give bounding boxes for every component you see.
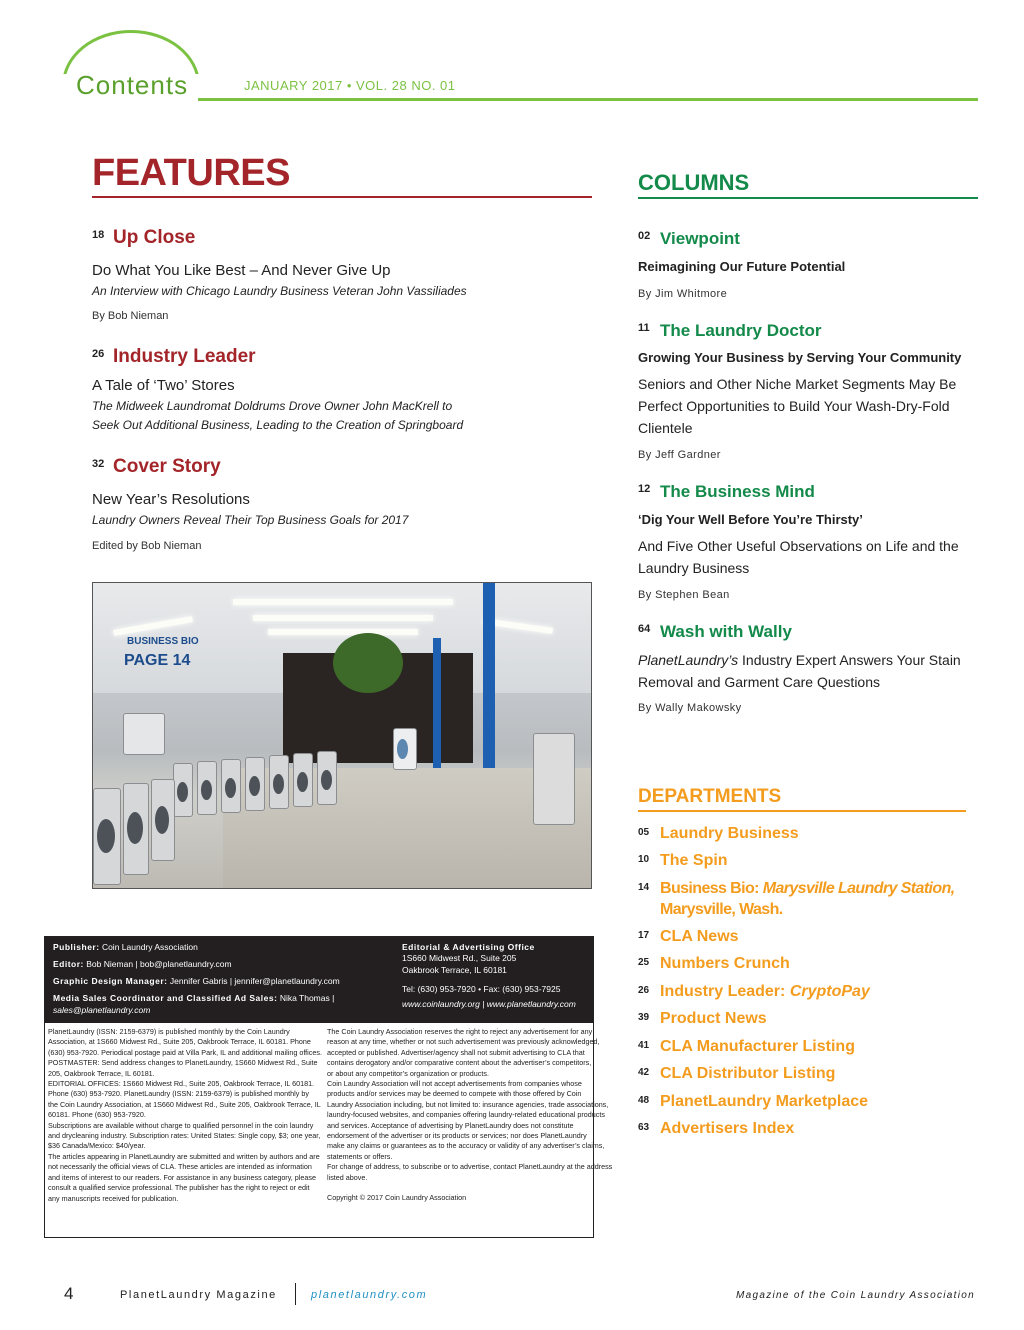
department-title-italic: Marysville Laundry Station, bbox=[762, 880, 955, 897]
feature-subdeck: Seek Out Additional Business, Leading to the Creation of Springboard bbox=[92, 418, 464, 432]
fine-print-line: (630) 953-7920. Periodical postage paid at Villa Park, IL and additional mailing offices. bbox=[48, 1047, 322, 1057]
department-title[interactable]: Product News bbox=[660, 1010, 767, 1027]
column-deck bbox=[638, 649, 983, 693]
issue-info: JANUARY 2017 • VOL. 28 NO. 01 bbox=[244, 78, 456, 93]
fine-print-line: reason at any time, whether or not such advertisement was previously acknowledged, bbox=[327, 1037, 600, 1047]
department-title[interactable] bbox=[660, 880, 955, 898]
column-title[interactable]: Wash with Wally bbox=[660, 622, 792, 641]
departments-heading: DEPARTMENTS bbox=[638, 786, 782, 807]
page-number: 39 bbox=[638, 1012, 650, 1023]
feature-subdeck: An Interview with Chicago Laundry Business Veteran John Vassiliades bbox=[92, 284, 467, 298]
column-deck: And Five Other Useful Observations on Life and the Laundry Business bbox=[638, 538, 959, 576]
publisher-line: Publisher: Coin Laundry Association bbox=[53, 942, 198, 952]
fine-print-line: The articles appearing in PlanetLaundry are submitted and written by authors and are bbox=[48, 1151, 320, 1161]
feature-title[interactable]: Industry Leader bbox=[113, 346, 256, 367]
laundromat-photo bbox=[92, 582, 592, 889]
feature-subdeck: Laundry Owners Reveal Their Top Business Goals for 2017 bbox=[92, 513, 409, 527]
fine-print-line: $36 Canada/Mexico: $40/year. bbox=[48, 1141, 146, 1151]
fine-print-line: Association, at 1S660 Midwest Rd., Suite 205, Oakbrook Terrace, IL 60181. Phone bbox=[48, 1037, 311, 1047]
fine-print-line: products and/or services may be deemed to compete with those offered by Coin bbox=[327, 1089, 582, 1099]
office-address-1: 1S660 Midwest Rd., Suite 205 bbox=[402, 953, 517, 963]
page-number: 11 bbox=[638, 322, 650, 334]
fine-print-line: not necessarily the official views of CLA. These articles are intended as information bbox=[48, 1162, 312, 1172]
masthead-box bbox=[44, 936, 613, 1238]
fine-print-line: Phone (630) 953-7920. PlanetLaundry (ISSN: 2159-6379) is published monthly by bbox=[48, 1089, 309, 1099]
fine-print-line: PlanetLaundry (ISSN: 2159-6379) is published monthly by the Coin Laundry bbox=[48, 1027, 290, 1036]
column-byline: By Wally Makowsky bbox=[638, 702, 742, 714]
feature-byline: By Bob Nieman bbox=[92, 310, 169, 322]
fine-print-line: the Coin Laundry Association, at 1S660 Midwest Rd., Suite 205, Oakbrook Terrace, IL bbox=[48, 1099, 321, 1109]
office-phone: Tel: (630) 953-7920 • Fax: (630) 953-7925 bbox=[402, 984, 561, 994]
department-title[interactable]: Advertisers Index bbox=[660, 1120, 795, 1137]
page-number: 32 bbox=[92, 458, 105, 470]
page-number: 26 bbox=[92, 348, 105, 360]
fine-print-line: Subscriptions are available without charge to qualified personnel in the coin laundry bbox=[48, 1120, 314, 1130]
footer-url[interactable]: planetlaundry.com bbox=[311, 1289, 428, 1301]
department-title[interactable]: CLA Distributor Listing bbox=[660, 1065, 836, 1082]
column-title[interactable]: The Laundry Doctor bbox=[660, 321, 822, 340]
magazine-name: PlanetLaundry Magazine bbox=[120, 1289, 277, 1301]
fine-print-line: and services. Acceptance of advertising by PlanetLaundry does not constitute bbox=[327, 1120, 574, 1130]
departments-rule bbox=[638, 810, 966, 812]
fine-print-line: consult a qualified service professional. The publisher has the right to reject or edit bbox=[48, 1183, 310, 1193]
header-rule bbox=[198, 98, 978, 101]
department-title[interactable] bbox=[660, 983, 870, 1001]
fine-print-line: and drycleaning industry. Subscription rates: United States: Single copy, $3; one year, bbox=[48, 1131, 321, 1141]
column-deck: Seniors and Other Niche Market Segments May Be Perfect Opportunities to Build Your Wash-Dry-Fold Clientele bbox=[638, 376, 957, 436]
office-address-2: Oakbrook Terrace, IL 60181 bbox=[402, 965, 507, 975]
department-title[interactable]: Laundry Business bbox=[660, 825, 799, 842]
column-deck-text: Industry Expert Answers Your Stain Removal and Garment Care Questions bbox=[638, 652, 961, 690]
department-title[interactable]: CLA Manufacturer Listing bbox=[660, 1038, 855, 1055]
fine-print-line: endorsement of the advertiser or its products or services; nor does PlanetLaundry bbox=[327, 1131, 587, 1141]
columns-rule bbox=[638, 197, 978, 199]
feature-deck: Do What You Like Best – And Never Give Up bbox=[92, 262, 391, 279]
department-title-text: Industry Leader: bbox=[660, 983, 790, 1000]
column-byline: By Jim Whitmore bbox=[638, 288, 728, 300]
page-number: 12 bbox=[638, 483, 651, 495]
fine-print-line: any manuscripts received for publication. bbox=[48, 1193, 179, 1203]
design-line: Graphic Design Manager: Jennifer Gabris | jennifer@planetlaundry.com bbox=[53, 976, 340, 986]
fine-print-line: or about any competitor’s organization or products. bbox=[327, 1068, 489, 1078]
business-bio-page[interactable]: PAGE 14 bbox=[124, 652, 191, 669]
department-title[interactable]: The Spin bbox=[660, 852, 728, 869]
page-number: 42 bbox=[638, 1067, 650, 1078]
column-subtitle: Reimagining Our Future Potential bbox=[638, 259, 846, 274]
page-number: 26 bbox=[638, 985, 650, 996]
feature-deck: A Tale of ‘Two’ Stores bbox=[92, 377, 235, 394]
sales-email[interactable]: sales@planetlaundry.com bbox=[53, 1005, 151, 1015]
department-title[interactable]: CLA News bbox=[660, 928, 739, 945]
fine-print-line: Coin Laundry Association will not accept advertisements from companies whose bbox=[327, 1079, 582, 1089]
fine-print-line: accepted or published. Advertiser/agency shall not submit advertising to CLA that bbox=[327, 1047, 585, 1057]
sales-line: Media Sales Coordinator and Classified Ad Sales: Nika Thomas | bbox=[53, 993, 335, 1003]
columns-heading: COLUMNS bbox=[638, 170, 750, 195]
feature-deck: New Year’s Resolutions bbox=[92, 491, 250, 508]
masthead-header bbox=[45, 937, 593, 1023]
column-title[interactable]: Viewpoint bbox=[660, 229, 740, 248]
column-subtitle: ‘Dig Your Well Before You’re Thirsty’ bbox=[638, 512, 863, 527]
fine-print-line: The Coin Laundry Association reserves the right to reject any advertisement for any bbox=[327, 1027, 593, 1036]
column-title[interactable]: The Business Mind bbox=[660, 482, 815, 501]
fine-print-line: make any claims or guarantees as to the accuracy or validity of any advertiser’s claims, bbox=[327, 1141, 605, 1151]
editor-line: Editor: Bob Nieman | bob@planetlaundry.com bbox=[53, 959, 232, 969]
department-title-line2[interactable]: Marysville, Wash. bbox=[660, 901, 783, 918]
page-number: 25 bbox=[638, 957, 650, 968]
footer-divider bbox=[295, 1283, 296, 1305]
column-subtitle: Growing Your Business by Serving Your Community bbox=[638, 350, 962, 365]
features-rule bbox=[92, 196, 592, 198]
section-title: Contents bbox=[76, 70, 189, 100]
business-bio-label: BUSINESS BIO bbox=[127, 636, 199, 647]
page-number: 05 bbox=[638, 827, 650, 838]
feature-title[interactable]: Cover Story bbox=[113, 456, 221, 477]
fine-print-line: statements or offers. bbox=[327, 1151, 393, 1161]
features-heading: FEATURES bbox=[92, 152, 290, 194]
footer-tagline: Magazine of the Coin Laundry Association bbox=[736, 1290, 975, 1301]
page-number: 18 bbox=[92, 229, 105, 241]
department-title[interactable]: Numbers Crunch bbox=[660, 955, 790, 972]
fine-print-line: Laundry Association including, but not limited to: insurance agencies, trade associations, bbox=[327, 1099, 609, 1109]
fine-print-line: POSTMASTER: Send address changes to PlanetLaundry, 1S660 Midwest Rd., Suite bbox=[48, 1058, 318, 1068]
fine-print-line: laundry-focused websites, and companies offering laundry-related educational products bbox=[327, 1110, 605, 1120]
department-title-text: Business Bio: bbox=[660, 880, 763, 897]
fine-print-line bbox=[327, 1183, 595, 1193]
masthead-left-text bbox=[48, 1027, 322, 1204]
fine-print-line: 205, Oakbrook Terrace, IL 60181. bbox=[48, 1068, 155, 1078]
fine-print-line: listed above. bbox=[327, 1172, 368, 1182]
page-number: 10 bbox=[638, 854, 650, 865]
page-number: 02 bbox=[638, 230, 651, 242]
column-byline: By Jeff Gardner bbox=[638, 449, 721, 461]
page-number: 41 bbox=[638, 1040, 650, 1051]
department-title[interactable]: PlanetLaundry Marketplace bbox=[660, 1093, 869, 1110]
column-byline: By Stephen Bean bbox=[638, 589, 730, 601]
department-title-italic: CryptoPay bbox=[789, 983, 870, 1000]
page-number: 17 bbox=[638, 930, 650, 941]
page-number-footer: 4 bbox=[64, 1284, 74, 1303]
page-number: 14 bbox=[638, 882, 650, 893]
fine-print-line: contains derogatory and/or comparative content about the advertiser’s competitors, bbox=[327, 1058, 592, 1068]
feature-title[interactable]: Up Close bbox=[113, 227, 196, 248]
feature-subdeck: The Midweek Laundromat Doldrums Drove Owner John MacKrell to bbox=[92, 399, 453, 413]
masthead-right-text bbox=[327, 1027, 613, 1204]
fine-print-line: and items of interest to our readers. For assistance in any business category, please bbox=[48, 1172, 316, 1182]
column-deck-italic: PlanetLaundry’s bbox=[638, 652, 739, 668]
office-label: Editorial & Advertising Office bbox=[402, 942, 535, 952]
fine-print-line: EDITORIAL OFFICES: 1S660 Midwest Rd., Suite 205, Oakbrook Terrace, IL 60181. bbox=[48, 1079, 315, 1089]
fine-print-line: For change of address, to subscribe or to advertise, contact PlanetLaundry at the address bbox=[327, 1162, 613, 1172]
page-number: 48 bbox=[638, 1095, 650, 1106]
office-web[interactable]: www.coinlaundry.org | www.planetlaundry.com bbox=[402, 999, 576, 1009]
feature-byline: Edited by Bob Nieman bbox=[92, 540, 202, 552]
fine-print-line: 60181. Phone (630) 953-7920. bbox=[48, 1110, 146, 1120]
fine-print-line: Copyright © 2017 Coin Laundry Association bbox=[327, 1193, 467, 1203]
page-number: 64 bbox=[638, 623, 651, 635]
page-number: 63 bbox=[638, 1122, 650, 1133]
